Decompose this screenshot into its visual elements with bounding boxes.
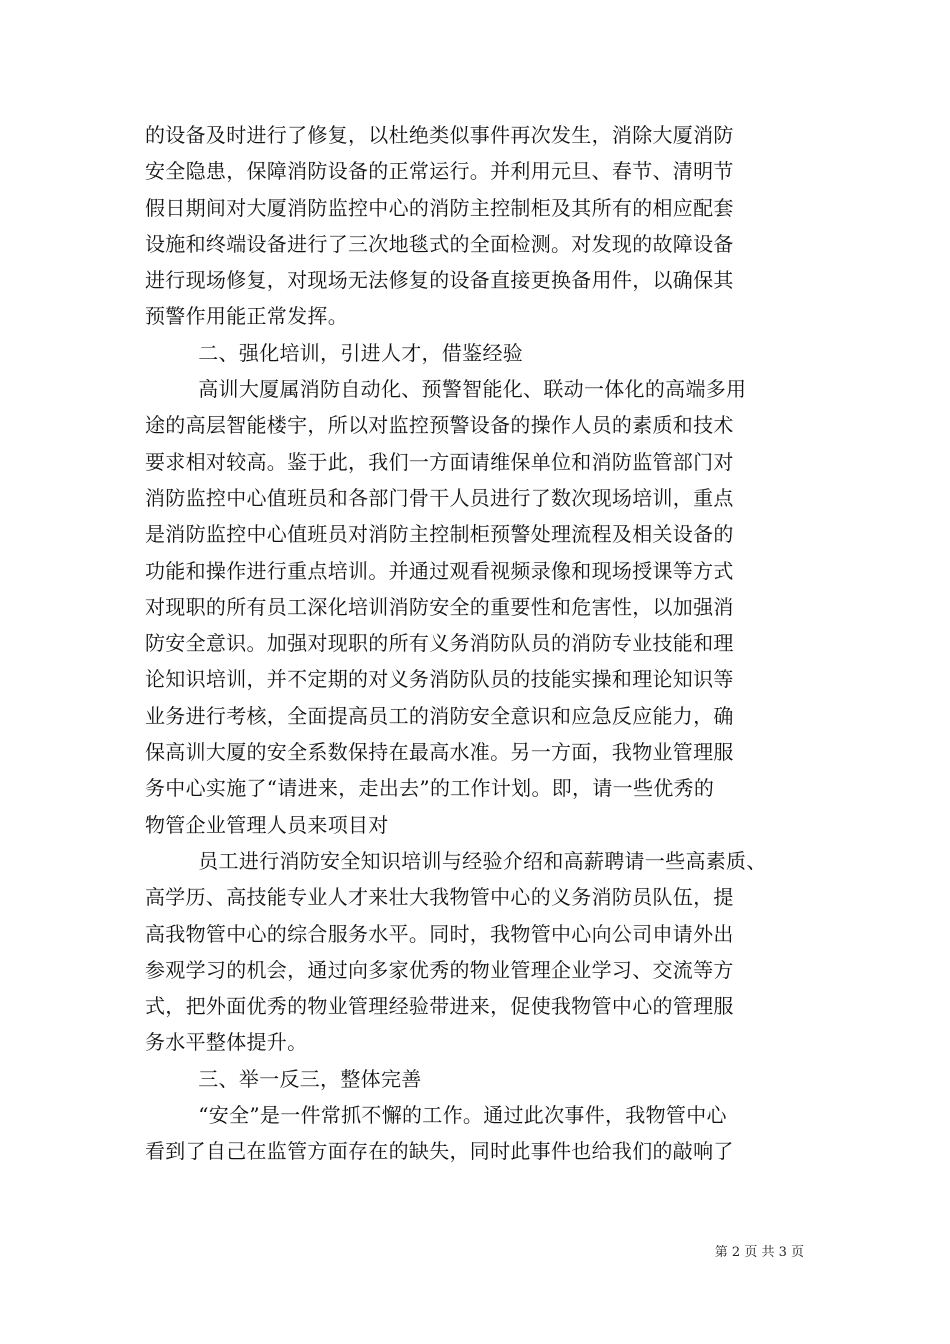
text-line: 对现职的所有员工深化培训消防安全的重要性和危害性，以加强消 xyxy=(145,594,734,619)
text-line: 要求相对较高。鉴于此，我们一方面请维保单位和消防监管部门对 xyxy=(145,449,734,474)
text-line: 功能和操作进行重点培训。并通过观看视频录像和现场授课等方式 xyxy=(145,558,734,583)
text-line: 途的高层智能楼宇，所以对监控预警设备的操作人员的素质和技术 xyxy=(145,413,734,438)
text-line: 高训大厦属消防自动化、预警智能化、联动一体化的高端多用 xyxy=(145,377,747,402)
text-line: “安全”是一件常抓不懈的工作。通过此次事件，我物管中心 xyxy=(145,1103,727,1128)
text-line: 假日期间对大厦消防监控中心的消防主控制柜及其所有的相应配套 xyxy=(145,195,734,220)
body-text xyxy=(145,117,810,1170)
text-line: 物管企业管理人员来项目对 xyxy=(145,812,389,837)
text-line: 员工进行消防安全知识培训与经验介绍和高薪聘请一些高素质、 xyxy=(145,848,767,873)
page-number: 第 2 页 共 3 页 xyxy=(714,1245,804,1260)
text-line: 论知识培训，并不定期的对义务消防队员的技能实操和理论知识等 xyxy=(145,667,734,692)
text-line: 消防监控中心值班员和各部门骨干人员进行了数次现场培训，重点 xyxy=(145,485,734,510)
text-line: 的设备及时进行了修复，以杜绝类似事件再次发生，消除大厦消防 xyxy=(145,123,734,147)
text-line: 高我物管中心的综合服务水平。同时，我物管中心向公司申请外出 xyxy=(145,921,734,946)
text-line: 安全隐患，保障消防设备的正常运行。并利用元旦、春节、清明节 xyxy=(145,159,734,184)
text-line: 高学历、高技能专业人才来壮大我物管中心的义务消防员队伍，提 xyxy=(145,885,734,910)
text-line: 防安全意识。加强对现职的所有义务消防队员的消防专业技能和理 xyxy=(145,631,734,656)
section-heading: 三、举一反三，整体完善 xyxy=(145,1066,422,1091)
text-line: 预警作用能正常发挥。 xyxy=(145,304,348,329)
text-line: 保高训大厦的安全系数保持在最高水准。另一方面，我物业管理服 xyxy=(145,740,734,765)
section-heading: 二、强化培训，引进人才，借鉴经验 xyxy=(145,340,524,365)
text-line: 进行现场修复，对现场无法修复的设备直接更换备用件，以确保其 xyxy=(145,268,734,293)
text-line: 务中心实施了“请进来，走出去”的工作计划。即，请一些优秀的 xyxy=(145,776,715,801)
text-line: 是消防监控中心值班员对消防主控制柜预警处理流程及相关设备的 xyxy=(145,522,734,547)
text-line: 业务进行考核，全面提高员工的消防安全意识和应急反应能力，确 xyxy=(145,703,734,728)
text-line: 设施和终端设备进行了三次地毯式的全面检测。对发现的故障设备 xyxy=(145,231,734,256)
text-line: 务水平整体提升。 xyxy=(145,1030,308,1055)
text-line: 式，把外面优秀的物业管理经验带进来，促使我物管中心的管理服 xyxy=(145,994,734,1019)
text-line: 参观学习的机会，通过向多家优秀的物业管理企业学习、交流等方 xyxy=(145,957,734,982)
text-line: 看到了自己在监管方面存在的缺失，同时此事件也给我们的敲响了 xyxy=(145,1139,734,1164)
